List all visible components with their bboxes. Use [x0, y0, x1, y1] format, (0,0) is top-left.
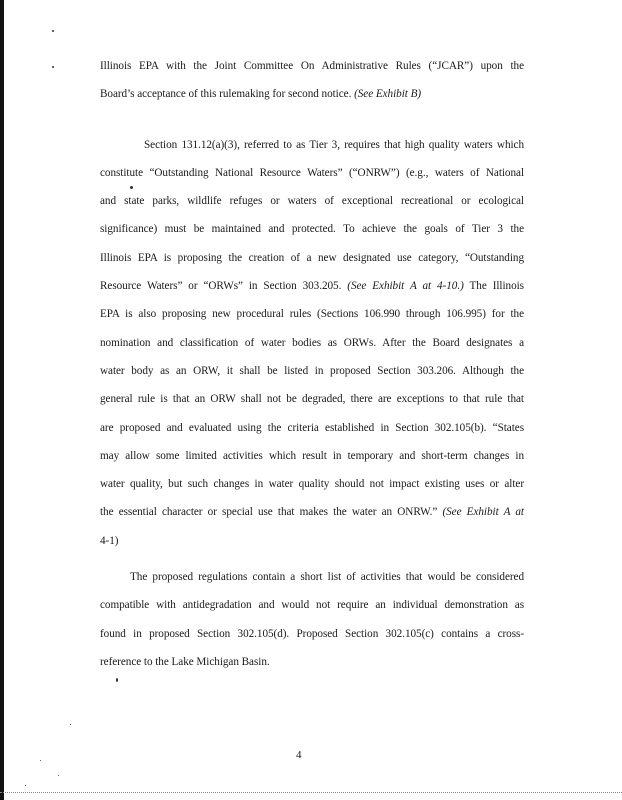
text-line: Illinois EPA with the Joint Committee On Administrative Rules (“JCAR”) upon the	[100, 60, 524, 72]
scan-speck	[58, 775, 59, 776]
text-line: significance) must be maintained and protected. To achieve the goals of Tier 3 the	[100, 223, 524, 236]
text-line: water quality, but such changes in water quality should not impact existing uses or alter	[100, 478, 524, 491]
scan-bottom-edge	[0, 792, 622, 793]
page-number: 4	[296, 749, 302, 761]
body-text	[100, 52, 524, 676]
scan-speck	[52, 66, 54, 68]
text-line: may allow some limited activities which result in temporary and short-term changes in	[100, 449, 524, 462]
text-line: compatible with antidegradation and would not require an individual demonstration as	[100, 599, 524, 612]
scan-speck	[52, 30, 54, 32]
scan-left-edge	[0, 0, 4, 800]
text-line: reference to the Lake Michigan Basin.	[100, 655, 270, 668]
text-line: found in proposed Section 302.105(d). Proposed Section 302.105(c) contains a cross-	[100, 627, 524, 640]
text-line: Board’s acceptance of this rulemaking for second notice. (See Exhibit B)	[100, 88, 422, 101]
scan-speck	[40, 760, 41, 761]
paragraph-3	[100, 563, 524, 676]
scan-speck	[70, 724, 71, 725]
text-line: Resource Waters” or “ORWs” in Section 303.205. (See Exhibit A at 4-10.) The Illinois	[100, 280, 524, 293]
paragraph-2	[100, 131, 524, 555]
text-line: water body as an ORW, it shall be listed in proposed Section 303.206. Although the	[100, 364, 524, 377]
text-line: nomination and classification of water bodies as ORWs. After the Board designates a	[100, 336, 524, 349]
text-line: and state parks, wildlife refuges or waters of exceptional recreational or ecological	[100, 195, 524, 208]
scan-speck	[25, 785, 26, 786]
text-line: 4-1)	[100, 534, 119, 547]
scan-speck	[116, 678, 118, 682]
text-line: constitute “Outstanding National Resource Waters” (“ONRW”) (e.g., waters of National	[100, 166, 524, 179]
text-line: EPA is also proposing new procedural rules (Sections 106.990 through 106.995) for the	[100, 308, 524, 321]
text-line: Section 131.12(a)(3), referred to as Tier 3, requires that high quality waters which	[144, 138, 524, 151]
scan-speck	[130, 186, 133, 189]
text-line: Illinois EPA is proposing the creation of a new designated use category, “Outstanding	[100, 251, 524, 264]
text-line: are proposed and evaluated using the criteria established in Section 302.105(b). “States	[100, 421, 524, 434]
text-line: the essential character or special use that makes the water an ONRW.” (See Exhibit A at	[100, 506, 524, 519]
text-line: general rule is that an ORW shall not be degraded, there are exceptions to that rule that	[100, 393, 524, 406]
paragraph-1	[100, 52, 524, 109]
text-line: The proposed regulations contain a short list of activities that would be considered	[130, 571, 524, 584]
